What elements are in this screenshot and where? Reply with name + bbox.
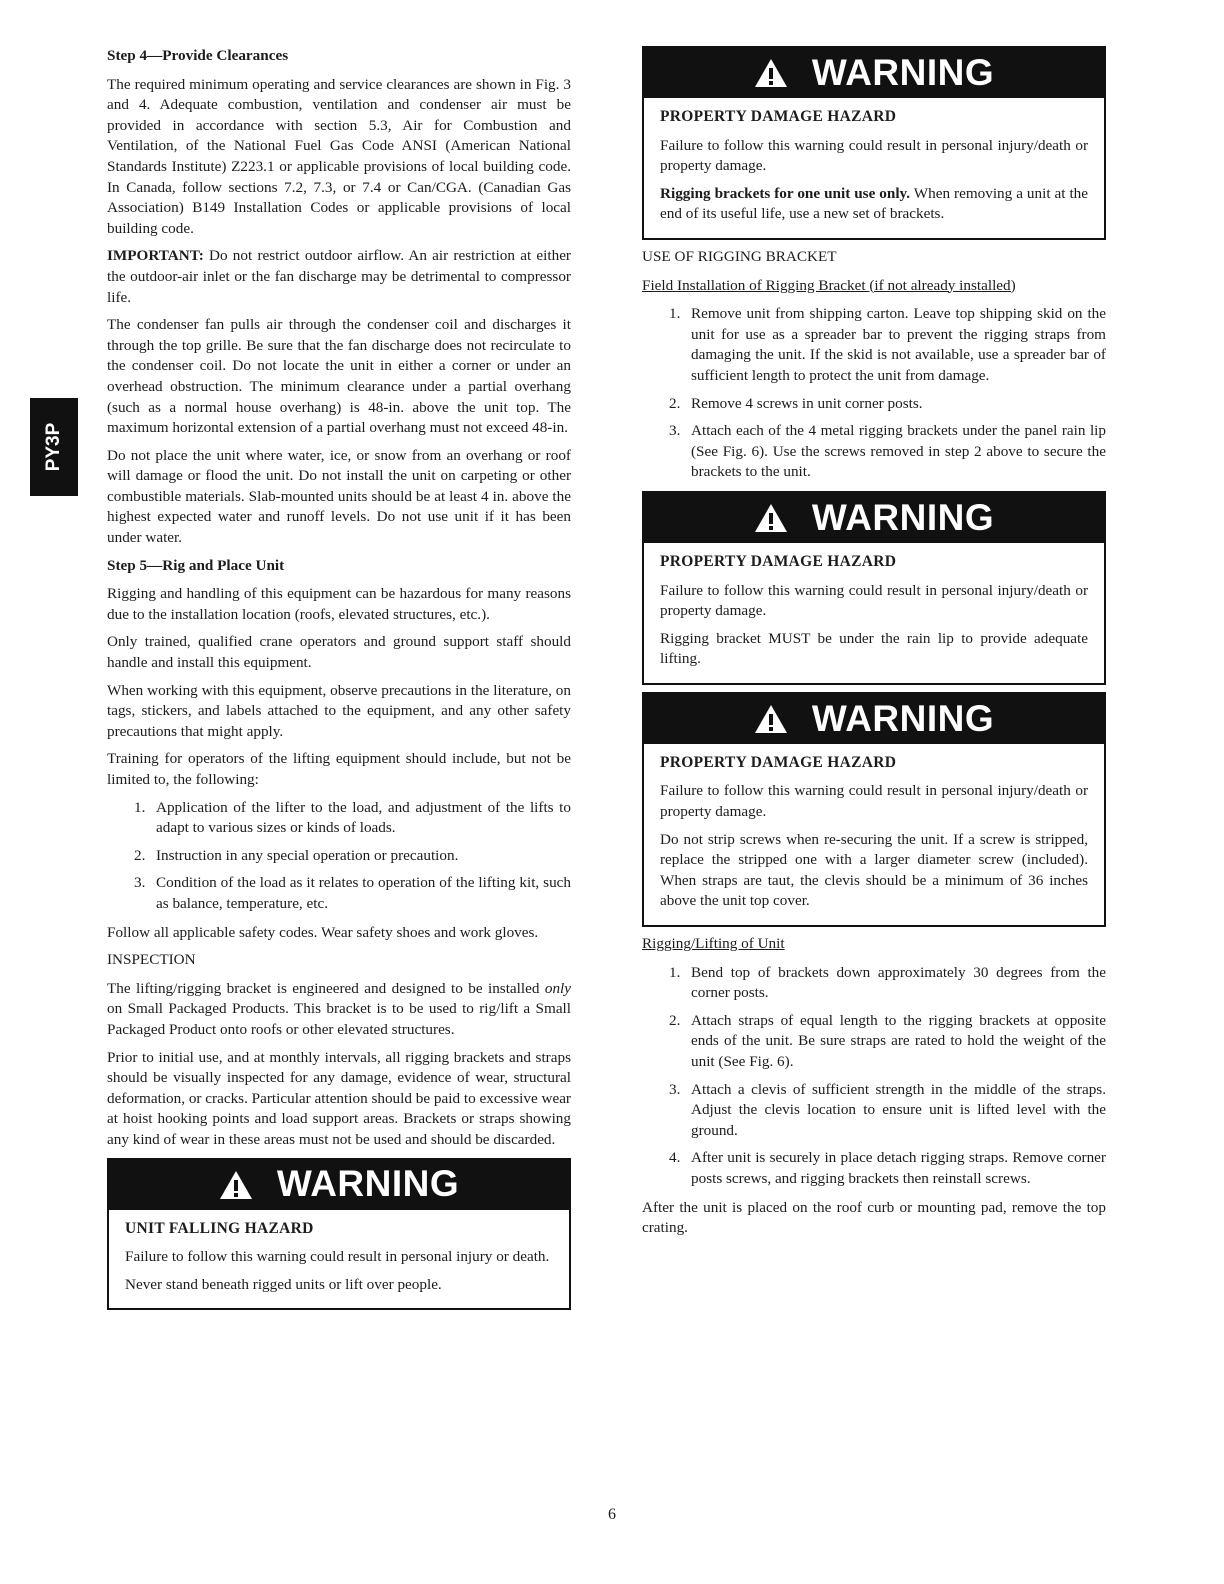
step5-paragraph-4: Training for operators of the lifting equipment should include, but not be limited to, the following: — [107, 750, 571, 788]
step4-paragraph-3: Do not place the unit where water, ice, or snow from an overhang or roof will damage or flood the unit. Do not install the unit on carpeting or other combustible materials. Slab-mounted units should be at least 4 in. above the highest expected water and runoff levels. Do not use unit if it has been under water. — [107, 446, 571, 547]
field-installation-list — [642, 304, 1106, 483]
warning-title: UNIT FALLING HAZARD — [125, 1219, 314, 1237]
warning-text-1: Failure to follow this warning could result in personal injury/death or property damage. — [660, 782, 1088, 821]
step5-paragraph-5: Follow all applicable safety codes. Wear safety shoes and work gloves. — [107, 923, 539, 941]
important-label: IMPORTANT: — [107, 247, 204, 265]
warning-header-text: WARNING — [276, 1163, 460, 1205]
warning-box-property-damage-1 — [642, 46, 1106, 240]
list-text: Remove 4 screws in unit corner posts. — [691, 394, 923, 412]
warning-header-text: WARNING — [811, 697, 995, 739]
step4-paragraph-1: The required minimum operating and service clearances are shown in Fig. 3 and 4. Adequate combustion, ventilation and condenser air must be provided in accordance with section 5.3, Air for Combustion and Ventilation, of the National Fuel Gas Code ANSI (American National Standards Institute) Z223.1 or applicable provisions of local building code. In Canada, follow sections 7.2, 7.3, or 7.4 or Can/CGA. (Canadian Gas Association) B149 Installation Codes or applicable provisions of local building code. — [107, 75, 571, 237]
list-text: After unit is securely in place detach rigging straps. Remove corner posts screws, and rigging brackets then reinstall screws. — [691, 1149, 1106, 1187]
list-item — [642, 394, 1106, 415]
inspection-paragraph-1 — [107, 979, 571, 1041]
warning-header-text: WARNING — [811, 51, 995, 93]
inspection-paragraph-2: Prior to initial use, and at monthly intervals, all rigging brackets and straps should be visually inspected for any damage, evidence of wear, structural deformation, or cracks. Particular attention should be paid to excessive wear at hoist hooking points and load support areas. Brackets or straps showing any kind of wear in these areas must not be used and should be discarded. — [107, 1048, 571, 1148]
warning-header — [644, 48, 1104, 98]
warning-header — [644, 493, 1104, 543]
warning-box-property-damage-3 — [642, 692, 1106, 927]
list-number: 4. — [669, 1149, 681, 1167]
warning-header — [109, 1160, 569, 1210]
inspection-text-b: on Small Packaged Products. This bracket is to be used to rig/lift a Small Packaged Product onto roofs or other elevated structures. — [107, 1000, 571, 1038]
warning-text-2: Rigging bracket MUST be under the rain lip to provide adequate lifting. — [660, 629, 1088, 668]
warning-body — [644, 98, 1104, 238]
list-number: 2. — [669, 394, 681, 412]
list-item — [642, 1011, 1106, 1073]
list-text: Remove unit from shipping carton. Leave top shipping skid on the unit for use as a spreader bar to prevent the rigging straps from damaging the unit. If the skid is not available, use a spreader bar of sufficient length to protect the unit from damage. — [691, 305, 1106, 384]
warning-header-text: WARNING — [811, 496, 995, 538]
side-tab — [30, 398, 78, 496]
list-item — [642, 1080, 1106, 1142]
list-number: 3. — [134, 874, 146, 892]
list-item — [642, 304, 1106, 386]
left-column — [107, 46, 571, 1317]
list-text: Bend top of brackets down approximately 30 degrees from the corner posts. — [691, 963, 1106, 1002]
rigging-lifting-heading: Rigging/Lifting of Unit — [642, 935, 785, 953]
warning-box-unit-falling — [107, 1158, 571, 1311]
list-text: Attach a clevis of sufficient strength in the middle of the straps. Adjust the clevis location to ensure unit is lifted level with the ground. — [691, 1080, 1106, 1139]
warning-box-property-damage-2 — [642, 491, 1106, 685]
list-text: Attach each of the 4 metal rigging brackets under the panel rain lip (See Fig. 6). Use the screws removed in step 2 above to secure the brackets to the unit. — [691, 422, 1106, 481]
warning-bold-text: Rigging brackets for one unit use only. — [660, 184, 911, 202]
rigging-list — [642, 963, 1106, 1190]
list-item — [642, 421, 1106, 483]
important-text: Do not restrict outdoor airflow. An air restriction at either the outdoor-air inlet or the fan discharge may be detrimental to compressor life. — [107, 247, 571, 306]
warning-text-2: Do not strip screws when re-securing the unit. If a screw is stripped, replace the stripped one with a larger diameter screw (included). When straps are taut, the clevis should be a minimum of 36 inches above the unit top cover. — [660, 830, 1088, 910]
list-item — [107, 798, 571, 839]
list-number: 1. — [669, 963, 681, 981]
list-text: Attach straps of equal length to the rigging brackets at opposite ends of the unit. Be sure straps are rated to hold the weight of the unit (See Fig. 6). — [691, 1011, 1106, 1070]
step5-heading: Step 5—Rig and Place Unit — [107, 556, 285, 574]
warning-body — [644, 543, 1104, 683]
use-of-rigging-heading: USE OF RIGGING BRACKET — [642, 247, 837, 265]
warning-title: PROPERTY DAMAGE HAZARD — [660, 552, 897, 570]
warning-triangle-icon — [754, 58, 788, 88]
warning-triangle-icon — [219, 1170, 253, 1200]
inspection-text-a: The lifting/rigging bracket is engineered and designed to be installed — [107, 979, 545, 997]
step5-paragraph-1: Rigging and handling of this equipment can be hazardous for many reasons due to the installation location (roofs, elevated structures, etc.). — [107, 585, 571, 623]
list-number: 2. — [134, 846, 146, 864]
warning-text-1: Failure to follow this warning could result in personal injury or death. — [125, 1248, 550, 1266]
inspection-text-emphasis: only — [544, 979, 571, 997]
warning-text-1: Failure to follow this warning could result in personal injury/death or property damage. — [660, 581, 1088, 620]
warning-triangle-icon — [754, 503, 788, 533]
warning-text-2: Never stand beneath rigged units or lift over people. — [125, 1275, 442, 1293]
list-number: 3. — [669, 1080, 681, 1098]
right-column — [642, 46, 1106, 1246]
list-text: Condition of the load as it relates to operation of the lifting kit, such as balance, temperature, etc. — [156, 874, 571, 912]
warning-triangle-icon — [754, 704, 788, 734]
warning-title: PROPERTY DAMAGE HAZARD — [660, 108, 897, 125]
list-number: 3. — [669, 422, 681, 440]
list-item — [642, 1148, 1106, 1189]
warning-body — [109, 1210, 569, 1309]
list-item — [107, 873, 571, 914]
step4-heading: Step 4—Provide Clearances — [107, 47, 289, 64]
list-item — [107, 846, 571, 867]
warning-header — [644, 694, 1104, 744]
list-text: Instruction in any special operation or precaution. — [156, 846, 459, 864]
important-note — [107, 246, 571, 308]
side-tab-label: PY3P — [43, 422, 64, 472]
list-number: 2. — [669, 1011, 681, 1029]
warning-rest-text: When removing a unit at the end of its useful life, use a new set of brackets. — [660, 184, 1088, 223]
warning-body — [644, 744, 1104, 925]
list-item — [642, 963, 1106, 1004]
step5-paragraph-3: When working with this equipment, observe precautions in the literature, on tags, stickers, and labels attached to the equipment, and any other safety precautions that might apply. — [107, 681, 571, 740]
training-list — [107, 798, 571, 915]
warning-text-1: Failure to follow this warning could result in personal injury/death or property damage. — [660, 136, 1088, 175]
step4-paragraph-2: The condenser fan pulls air through the condenser coil and discharges it through the top grille. Be sure that the fan discharge does not recirculate to the condenser coil. Do not locate the unit in either a corner or under an overhead obstruction. The minimum clearance under a partial overhang (such as a normal house overhang) is 48-in. above the unit top. The maximum horizontal extension of a partial overhang must not exceed 48-in. — [107, 316, 571, 437]
closing-paragraph: After the unit is placed on the roof curb or mounting pad, remove the top crating. — [642, 1198, 1106, 1237]
page-number: 6 — [608, 1506, 616, 1523]
list-number: 1. — [669, 305, 681, 323]
warning-text-2 — [660, 184, 1088, 225]
inspection-heading: INSPECTION — [107, 951, 196, 969]
field-installation-heading: Field Installation of Rigging Bracket (if not already installed) — [642, 276, 1016, 294]
list-text: Application of the lifter to the load, and adjustment of the lifts to adapt to various sizes or kinds of loads. — [156, 798, 571, 837]
list-number: 1. — [134, 798, 146, 816]
step5-paragraph-2: Only trained, qualified crane operators and ground support staff should handle and install this equipment. — [107, 633, 571, 672]
warning-title: PROPERTY DAMAGE HAZARD — [660, 753, 897, 771]
